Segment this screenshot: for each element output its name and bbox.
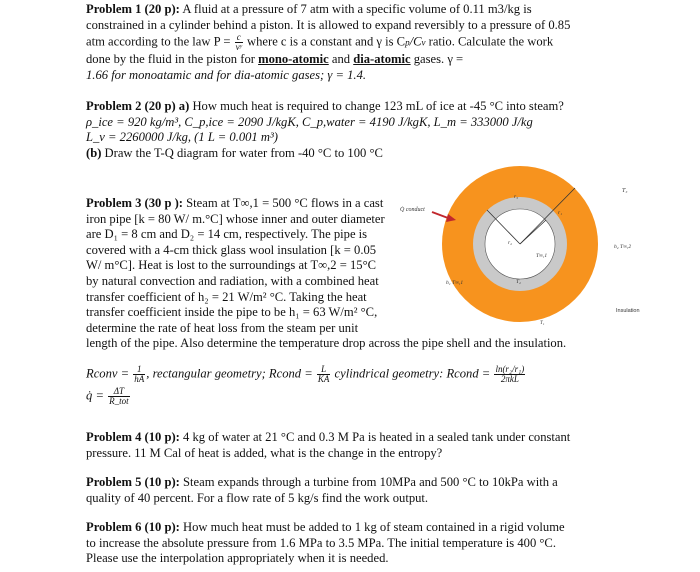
mono-atomic-term: mono-atomic [258,52,329,67]
problem-4-text: 4 kg of water at 21 °C and 0.3 M Pa is heated in a sealed tank under constant [179,430,571,444]
t-inf1-label: T∞,1 [536,253,548,259]
problem-5-line-1 [86,475,686,491]
problem-3-line-5: W/ m°C]. Heat is lost to the surroundings at T∞,2 = 15°C [86,258,377,273]
problem-1-law-text: atm according to the law P = [86,34,234,49]
problem-5-title: Problem 5 (10 p): [86,475,180,489]
problem-2-line-1 [86,99,686,115]
law-numerator: c [235,33,243,43]
qdot-label: q̇ = [86,388,108,403]
and-word: and [328,52,354,67]
qdot-fraction [108,387,130,406]
problem-1-line-3 [86,33,686,52]
problem-6-line-2: to increase the absolute pressure from 1.6 MPa to 3.5 MPa. The initial temperature is 400 °C. [86,535,556,550]
problem-2 [86,99,686,161]
rcond-denominator: KA [317,374,330,384]
problem-3-line-2: iron pipe [k = 80 W/ m.°C] whose inner and outer diameter [86,211,385,226]
problem-1-title: Problem 1 (20 p): [86,2,180,16]
problem-6-title: Problem 6 (10 p): [86,520,180,534]
problem-1-line-5: 1.66 for monoatamic and for dia-atomic gases; γ = 1.4. [86,67,367,82]
problem-3-title: Problem 3 (30 p ): [86,196,184,210]
problem-3-text: Steam at T∞,1 = 500 °C flows in a cast [183,196,384,210]
cp-cv-slash: /C [409,34,422,49]
problem-6-line-3: Please use the interpolation appropriately when it is needed. [86,551,389,566]
rcond-numerator: L [317,365,331,375]
rconv-label: Rconv = [86,366,133,381]
problem-3-line-8: transfer coefficient inside the pipe to be h₁ = 63 W/m² °C, [86,305,378,320]
problem-4-title: Problem 4 (10 p): [86,430,180,444]
problem-1-ratio-text: ratio. Calculate the work [425,34,554,49]
part-b-label: (b) [86,145,102,160]
h1-tinf1-label: h₁ T∞,1 [446,280,464,286]
problem-1 [86,2,686,83]
heat-flow-arrow [432,212,448,218]
problem-6 [86,520,686,567]
t2-label: T₂ [516,279,521,285]
qdot-denominator: R_tot [109,396,129,406]
cyl-denominator: 2πkL [500,374,519,384]
dia-atomic-term: dia-atomic [353,52,411,67]
problem-6-line-1 [86,520,686,536]
insulation-label: Insulation [616,308,640,314]
h2-tinf2-label: h₂ T∞,2 [614,244,632,250]
problem-5-text: Steam expands through a turbine from 10MPa and 500 °C to 10kPa with a [179,475,558,489]
problem-3-line-6: by natural convection and radiation, with a combined heat [86,273,379,288]
cv-subscript: v [421,37,426,48]
problem-5-line-2: quality of 40 percent. For a flow rate of 5 kg/s find the work output. [86,490,429,505]
r3-label: r₃ [514,194,519,200]
r1-label: r₁ [558,210,563,216]
cyl-fraction [494,365,525,384]
formula-line-2 [86,387,386,406]
cp-cv-subscript: p [405,37,410,48]
problem-2-line-4 [86,146,686,162]
rcond-fraction [317,365,331,384]
problem-3-line-3: are D₁ = 8 cm and D₂ = 14 cm, respectively. The pipe is [86,227,368,242]
problem-1-line-2: constrained in a cylinder behind a piston. It is allowed to expand reversibly to a pressure of 0.85 [86,17,571,32]
problem-4-line-2: pressure. 11 M Cal of heat is added, what is the change in the entropy? [86,445,443,460]
problem-2-part-b: Draw the T-Q diagram for water from -40 °C to 100 °C [101,145,383,160]
problem-2-title: Problem 2 (20 p) a) [86,99,190,113]
problem-3-line-9: determine the rate of heat loss from the steam per unit [86,320,359,335]
problem-3-line-4: covered with a 4-cm thick glass wool insulation [k = 0.05 [86,242,377,257]
problem-5 [86,475,686,506]
pipe-insulation-diagram [390,162,700,332]
cyl-numerator: ln(r₂/r₁) [495,364,525,374]
rectangular-text: , rectangular geometry; Rcond = [146,366,316,381]
q-conduct-label: Q̇ conduct [400,207,425,213]
cylindrical-text: cylindrical geometry: Rcond = [331,366,494,381]
rconv-numerator: 1 [133,365,145,375]
problem-6-text: How much heat must be added to 1 kg of steam contained in a rigid volume [179,520,565,534]
t3-label: T₃ [622,188,628,194]
rconv-denominator: hA [134,374,145,384]
rconv-fraction [133,365,145,384]
law-fraction [235,33,243,52]
law-denominator: vʸ [235,42,242,53]
formula-line-1 [86,365,686,384]
problem-4 [86,430,686,461]
r2-label: r₂ [508,240,513,246]
problem-1-text: A fluid at a pressure of 7 atm with a specific volume of 0.11 m3/kg is [182,2,532,16]
problem-1-gamma-equals: gases. γ = [410,52,464,67]
problem-4-line-1 [86,430,686,446]
problem-2-latent-heat: L_v = 2260000 J/kg, (1 L = 0.001 m³) [86,130,278,145]
problem-1-line-4 [86,52,686,68]
problem-2-text: How much heat is required to change 123 mL of ice at -45 °C into steam? [189,99,564,113]
t1-label: T₁ [540,321,545,326]
problem-1-line-1 [86,2,686,18]
problem-1-done-text: done by the fluid in the piston for [86,52,259,67]
problem-3-line-7: transfer coefficient of h₂ = 21 W/m² °C. Taking the heat [86,289,367,304]
problem-3-line-10: length of the pipe. Also determine the temperature drop across the pipe shell and the insulation. [86,336,567,351]
qdot-numerator: ΔT [108,387,130,397]
problem-2-constants: ρ_ice = 920 kg/m³, C_p,ice = 2090 J/kgK, C_p,water = 4190 J/kgK, L_m = 333000 J/kg [86,114,533,129]
problem-1-gamma-text: where c is a constant and γ is C [243,34,406,49]
